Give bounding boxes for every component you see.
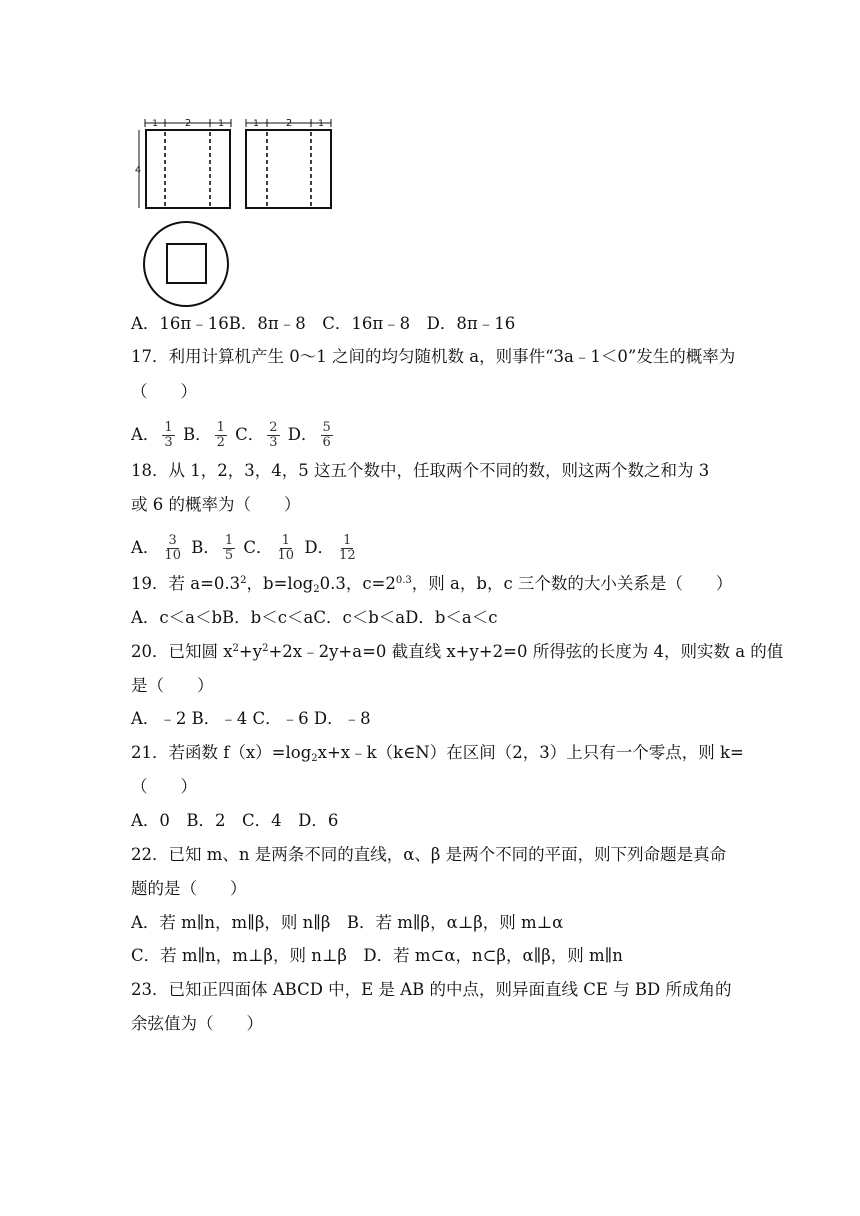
dim-side-height: 4 bbox=[134, 165, 142, 176]
q18-opt-c-label: C． bbox=[243, 538, 273, 557]
q22-options-cd: C．若 m∥n，m⊥β，则 n⊥β D．若 m⊂α，n⊂β，α∥β，则 m∥n bbox=[131, 946, 623, 965]
q18-stem: 18．从 1，2，3，4，5 这五个数中，任取两个不同的数，则这两个数之和为 3 bbox=[131, 461, 710, 480]
q17-opt-d-fraction: $\frac{5}{6}$ bbox=[322, 420, 331, 450]
q18-opt-a-label: A． bbox=[131, 538, 160, 557]
three-view-figure bbox=[128, 112, 344, 308]
dim-side-right: 1 bbox=[318, 119, 324, 129]
q21-paren: （ ） bbox=[131, 777, 197, 796]
dim-front-right: 1 bbox=[218, 119, 224, 129]
q18-opt-d-label: D． bbox=[304, 538, 335, 557]
dim-side-mid: 2 bbox=[285, 118, 293, 129]
q17-opt-d-label: D． bbox=[287, 425, 318, 444]
q20-options: A．﹣2 B．﹣4 C．﹣6 D．﹣8 bbox=[131, 709, 371, 728]
q17-opt-a-label: A． bbox=[131, 425, 160, 444]
q17-opt-a-fraction: $\frac{1}{3}$ bbox=[164, 420, 173, 450]
q18-options bbox=[131, 534, 361, 563]
dim-front-left: 1 bbox=[152, 119, 158, 129]
q21-options: A．0 B．2 C．4 D．6 bbox=[131, 811, 339, 830]
q23-stem: 23．已知正四面体 ABCD 中，E 是 AB 的中点，则异面直线 CE 与 BD 所成角的 bbox=[131, 980, 732, 999]
dim-front-mid: 2 bbox=[184, 118, 192, 129]
q22-stem: 22．已知 m、n 是两条不同的直线，α、β 是两个不同的平面，则下列命题是真命 bbox=[131, 845, 727, 864]
q22-stem2: 题的是（ ） bbox=[131, 879, 247, 898]
q18-opt-b-label: B． bbox=[191, 538, 220, 557]
q17-paren: （ ） bbox=[131, 382, 197, 401]
q17-opt-b-fraction: $\frac{1}{2}$ bbox=[216, 420, 225, 450]
dim-side-left: 1 bbox=[253, 119, 259, 129]
side-view bbox=[246, 119, 331, 208]
q18-opt-b-fraction: $\frac{1}{5}$ bbox=[224, 533, 234, 563]
q19-stem: 19．若 $a=0.3^2$，$b=\log_20.3$，$c=2^{0.3}$，则 a，b，c 三个数的大小关系是（ ） bbox=[131, 574, 733, 595]
q22-options-ab: A．若 m∥n，m∥β，则 n∥β B．若 m∥β，α⊥β，则 m⊥α bbox=[131, 913, 564, 932]
front-view bbox=[139, 119, 231, 208]
q21-stem: 21．若函数 $f(x)=\log_2x+x﹣k(k\in N)$在区间（2，3）上只有一个零点，则 k= bbox=[131, 743, 744, 764]
q17-options bbox=[131, 421, 336, 450]
q23-stem2: 余弦值为（ ） bbox=[131, 1014, 263, 1033]
q17-opt-b-label: B． bbox=[182, 425, 212, 444]
q18-opt-c-fraction: $\frac{1}{10}$ bbox=[277, 533, 295, 563]
q18-opt-a-fraction: $\frac{3}{10}$ bbox=[164, 533, 181, 563]
q17-stem: 17．利用计算机产生 0～1 之间的均匀随机数 a，则事件“3a﹣1＜0”发生的概率为 bbox=[131, 347, 736, 366]
q17-opt-c-fraction: $\frac{2}{3}$ bbox=[269, 420, 278, 450]
q18-stem2: 或 6 的概率为（ ） bbox=[131, 495, 301, 514]
q20-stem2: 是（ ） bbox=[131, 676, 214, 695]
q16-options: A．16π﹣16B．8π﹣8 C．16π﹣8 D．8π﹣16 bbox=[131, 314, 516, 333]
q19-options: A．c＜a＜bB．b＜c＜aC．c＜b＜aD．b＜a＜c bbox=[131, 608, 498, 627]
q20-stem: 20．已知圆 $x^2+y^2+2x﹣2y+a=0$ 截直线 x+y+2=0 所得弦的长度为 4，则实数 a 的值 bbox=[131, 642, 784, 661]
top-view bbox=[144, 222, 228, 306]
q18-opt-d-fraction: $\frac{1}{12}$ bbox=[339, 533, 356, 563]
q17-opt-c-label: C． bbox=[235, 425, 265, 444]
